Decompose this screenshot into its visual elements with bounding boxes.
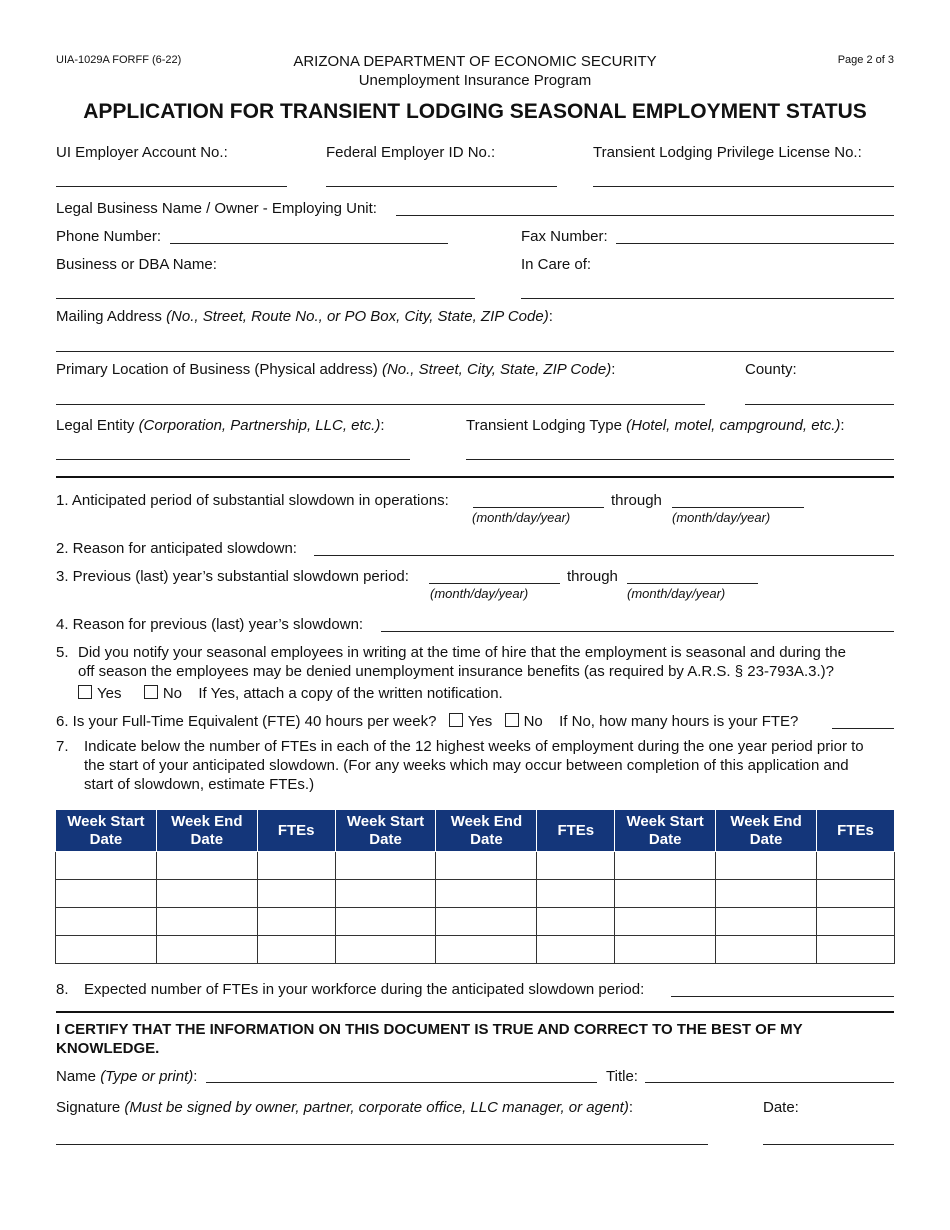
q3-start-date-input[interactable] xyxy=(429,583,560,584)
q6-no-label: No xyxy=(523,713,543,730)
q1-start-date-hint: (month/day/year) xyxy=(472,510,571,525)
dba-input[interactable] xyxy=(56,298,475,299)
q6-yes-checkbox[interactable] xyxy=(449,713,463,727)
phone-input[interactable] xyxy=(170,243,448,244)
legal-entity-input[interactable] xyxy=(56,459,410,460)
ftes-cell[interactable] xyxy=(537,852,615,880)
week-start-date-cell[interactable] xyxy=(335,908,436,936)
week-end-date-cell[interactable] xyxy=(436,908,537,936)
week-start-date-cell[interactable] xyxy=(56,852,157,880)
q5-no-label: No xyxy=(162,685,183,702)
ftes-cell[interactable] xyxy=(537,936,615,964)
care-of-label: In Care of: xyxy=(521,256,592,273)
name-label: Name (Type or print): xyxy=(56,1068,198,1085)
q6-note: If No, how many hours is your FTE? xyxy=(559,713,799,730)
primary-location-label: Primary Location of Business (Physical address) (No., Street, City, State, ZIP Code): xyxy=(56,361,616,378)
table-row xyxy=(56,880,895,908)
ftes-cell[interactable] xyxy=(816,936,894,964)
section-divider xyxy=(56,476,894,478)
program-name: Unemployment Insurance Program xyxy=(358,72,592,89)
ftes-cell[interactable] xyxy=(537,908,615,936)
table-row xyxy=(56,852,895,880)
week-start-date-cell[interactable] xyxy=(335,880,436,908)
fte-table xyxy=(55,809,895,964)
question-7-line-1: Indicate below the number of FTEs in each of the 12 highest weeks of employment during the one year period prior to xyxy=(84,738,864,755)
week-start-date-cell[interactable] xyxy=(615,880,716,908)
col-header-week-end: Week End Date xyxy=(156,810,257,852)
week-end-date-cell[interactable] xyxy=(716,852,817,880)
mailing-address-input[interactable] xyxy=(56,351,894,352)
q5-yes-checkbox[interactable] xyxy=(78,685,92,699)
question-3: 3. Previous (last) year’s substantial slowdown period: xyxy=(56,568,409,585)
question-6: 6. Is your Full-Time Equivalent (FTE) 40 hours per week? Yes No If No, how many hours is your FTE? xyxy=(56,713,799,730)
question-1: 1. Anticipated period of substantial slowdown in operations: xyxy=(56,492,449,509)
q5-options xyxy=(78,685,503,702)
q8-fte-input[interactable] xyxy=(671,996,894,997)
q6-yes-label: Yes xyxy=(467,713,493,730)
certification-statement-line-2: KNOWLEDGE. xyxy=(56,1040,160,1057)
ftes-cell[interactable] xyxy=(257,936,335,964)
ftes-cell[interactable] xyxy=(257,880,335,908)
week-start-date-cell[interactable] xyxy=(615,908,716,936)
q1-start-date-input[interactable] xyxy=(473,507,604,508)
week-end-date-cell[interactable] xyxy=(436,936,537,964)
week-end-date-cell[interactable] xyxy=(156,908,257,936)
care-of-input[interactable] xyxy=(521,298,894,299)
ftes-cell[interactable] xyxy=(816,908,894,936)
signature-label: Signature (Must be signed by owner, partner, corporate office, LLC manager, or agent): xyxy=(56,1099,634,1116)
q2-reason-input[interactable] xyxy=(314,555,894,556)
lodging-type-label: Transient Lodging Type (Hotel, motel, campground, etc.): xyxy=(466,417,845,434)
week-end-date-cell[interactable] xyxy=(716,880,817,908)
week-start-date-cell[interactable] xyxy=(56,936,157,964)
phone-label: Phone Number: xyxy=(56,228,162,245)
col-header-week-start: Week Start Date xyxy=(56,810,157,852)
title-label: Title: xyxy=(606,1068,638,1085)
page-title: APPLICATION FOR TRANSIENT LODGING SEASONAL EMPLOYMENT STATUS xyxy=(83,100,867,123)
q6-fte-hours-input[interactable] xyxy=(832,728,894,729)
primary-location-input[interactable] xyxy=(56,404,705,405)
dba-label: Business or DBA Name: xyxy=(56,256,217,273)
q5-no-checkbox[interactable] xyxy=(144,685,158,699)
q1-end-date-hint: (month/day/year) xyxy=(672,510,771,525)
date-input[interactable] xyxy=(763,1144,894,1145)
week-start-date-cell[interactable] xyxy=(335,936,436,964)
week-start-date-cell[interactable] xyxy=(56,908,157,936)
date-label: Date: xyxy=(763,1099,799,1116)
ftes-cell[interactable] xyxy=(816,880,894,908)
q3-end-date-hint: (month/day/year) xyxy=(627,586,726,601)
title-input[interactable] xyxy=(645,1082,894,1083)
fein-input[interactable] xyxy=(326,186,557,187)
col-header-ftes: FTEs xyxy=(537,810,615,852)
q5-note: If Yes, attach a copy of the written notification. xyxy=(198,685,503,702)
week-end-date-cell[interactable] xyxy=(716,936,817,964)
lodging-type-input[interactable] xyxy=(466,459,894,460)
signature-input[interactable] xyxy=(56,1144,708,1145)
fein-label: Federal Employer ID No.: xyxy=(326,144,496,161)
col-header-week-end: Week End Date xyxy=(716,810,817,852)
ftes-cell[interactable] xyxy=(257,908,335,936)
certification-statement-line-1: I CERTIFY THAT THE INFORMATION ON THIS DOCUMENT IS TRUE AND CORRECT TO THE BEST OF MY xyxy=(56,1021,803,1038)
mailing-address-label: Mailing Address (No., Street, Route No., or PO Box, City, State, ZIP Code): xyxy=(56,308,553,325)
q3-end-date-input[interactable] xyxy=(627,583,758,584)
col-header-ftes: FTEs xyxy=(257,810,335,852)
week-end-date-cell[interactable] xyxy=(156,852,257,880)
q1-end-date-input[interactable] xyxy=(672,507,804,508)
fax-label: Fax Number: xyxy=(521,228,608,245)
certification-divider xyxy=(56,1011,894,1013)
county-input[interactable] xyxy=(745,404,894,405)
ui-account-input[interactable] xyxy=(56,186,287,187)
legal-name-input[interactable] xyxy=(396,215,894,216)
question-7-number: 7. xyxy=(56,738,69,755)
table-row xyxy=(56,936,895,964)
agency-name: ARIZONA DEPARTMENT OF ECONOMIC SECURITY xyxy=(293,53,657,70)
week-end-date-cell[interactable] xyxy=(436,852,537,880)
col-header-ftes: FTEs xyxy=(816,810,894,852)
q5-yes-label: Yes xyxy=(97,685,122,702)
form-code: UIA-1029A FORFF (6-22) xyxy=(56,54,182,66)
question-8-number: 8. xyxy=(56,981,69,998)
ftes-cell[interactable] xyxy=(816,852,894,880)
ftes-cell[interactable] xyxy=(537,880,615,908)
q3-start-date-hint: (month/day/year) xyxy=(430,586,529,601)
page-info: Page 2 of 3 xyxy=(837,54,894,66)
question-8: Expected number of FTEs in your workforce during the anticipated slowdown period: xyxy=(84,981,645,998)
fte-table-header xyxy=(56,810,895,852)
week-end-date-cell[interactable] xyxy=(436,880,537,908)
ftes-cell[interactable] xyxy=(257,852,335,880)
question-7-line-3: start of slowdown, estimate FTEs.) xyxy=(84,776,315,793)
week-end-date-cell[interactable] xyxy=(156,880,257,908)
week-start-date-cell[interactable] xyxy=(615,852,716,880)
question-5-number: 5. xyxy=(56,644,69,661)
q6-no-checkbox[interactable] xyxy=(505,713,519,727)
week-start-date-cell[interactable] xyxy=(335,852,436,880)
q1-through: through xyxy=(611,492,662,509)
fax-input[interactable] xyxy=(616,243,894,244)
name-input[interactable] xyxy=(206,1082,597,1083)
week-start-date-cell[interactable] xyxy=(615,936,716,964)
week-end-date-cell[interactable] xyxy=(716,908,817,936)
ui-account-label: UI Employer Account No.: xyxy=(56,144,228,161)
question-4: 4. Reason for previous (last) year’s slowdown: xyxy=(56,616,364,633)
legal-entity-label: Legal Entity (Corporation, Partnership, LLC, etc.): xyxy=(56,417,385,434)
table-row xyxy=(56,908,895,936)
week-start-date-cell[interactable] xyxy=(56,880,157,908)
county-label: County: xyxy=(745,361,797,378)
q3-through: through xyxy=(567,568,618,585)
license-input[interactable] xyxy=(593,186,894,187)
question-5-line-2: off season the employees may be denied unemployment insurance benefits (as required by A.R.S. § 23-793A.3.)? xyxy=(78,663,835,680)
col-header-week-start: Week Start Date xyxy=(615,810,716,852)
question-2: 2. Reason for anticipated slowdown: xyxy=(56,540,297,557)
license-label: Transient Lodging Privilege License No.: xyxy=(593,144,862,161)
question-7-line-2: the start of your anticipated slowdown. (For any weeks which may occur between completion of this application and xyxy=(84,757,849,774)
week-end-date-cell[interactable] xyxy=(156,936,257,964)
col-header-week-start: Week Start Date xyxy=(335,810,436,852)
legal-name-label: Legal Business Name / Owner - Employing Unit: xyxy=(56,200,377,217)
col-header-week-end: Week End Date xyxy=(436,810,537,852)
q4-reason-input[interactable] xyxy=(381,631,894,632)
question-5-line-1: Did you notify your seasonal employees in writing at the time of hire that the employment is seasonal and during the xyxy=(78,644,846,661)
